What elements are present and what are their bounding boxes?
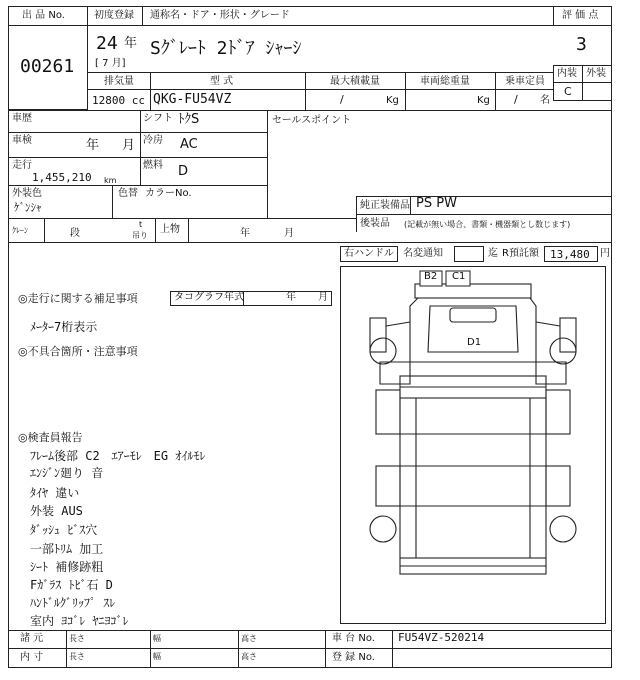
- ac-label: 冷房: [143, 135, 163, 146]
- inspector-line: 室内 ﾖｺﾞﾚ ﾔﾆﾖｺﾞﾚ: [30, 614, 129, 628]
- body-month-unit: 月: [284, 228, 294, 239]
- spec-mid-line: [87, 89, 554, 90]
- crane-div-1: [44, 218, 45, 242]
- damage-mark-b2: B2: [424, 271, 438, 282]
- length-label: 長さ: [69, 634, 85, 643]
- name-notice-label: 名変通知: [403, 248, 443, 259]
- crane-top: [8, 218, 356, 219]
- aftermarket-label: 後装品: [360, 218, 390, 229]
- inspector-title: ◎検査員報告: [18, 431, 83, 444]
- sales-point-label: セールスポイント: [272, 115, 352, 126]
- displacement-value: 12800 cc: [92, 94, 145, 107]
- spec-div-2: [305, 72, 306, 110]
- name-notice-box: [454, 246, 484, 262]
- lot-number: 00261: [20, 56, 75, 77]
- year-unit: 年: [124, 36, 138, 51]
- max-load-label: 最大積載量: [330, 76, 380, 87]
- options-left: [356, 196, 357, 232]
- crane-tsuri-label: 吊り: [132, 231, 148, 240]
- truck-chassis-diagram: [340, 266, 606, 624]
- grade-label: 評 価 点: [562, 10, 599, 21]
- crane-t-label: t: [139, 220, 143, 229]
- detail-row-1: [8, 132, 267, 133]
- int-ext-hdiv: [553, 82, 612, 83]
- model-label: 型 式: [210, 76, 234, 87]
- body-label: 上物: [160, 224, 180, 235]
- inspector-line: 外装 AUS: [30, 504, 83, 518]
- gross-weight-label: 車両総重量: [420, 76, 470, 87]
- registration-label: 登 録 No.: [332, 652, 375, 663]
- name-label: 通称名・ドア・形状・グレード: [150, 10, 290, 21]
- width-label: 幅: [153, 634, 161, 643]
- footer-div-5: [392, 630, 393, 668]
- displacement-label: 排気量: [104, 76, 134, 87]
- odometer-value: 13,480: [550, 248, 590, 261]
- ac-value: AC: [180, 137, 198, 152]
- options-mid: [356, 214, 612, 215]
- history-label: 車歴: [12, 113, 32, 124]
- first-reg-label: 初度登録: [94, 10, 134, 21]
- inspector-line: ﾀｲﾔ 違い: [30, 486, 80, 500]
- spec-bottom-line: [8, 110, 612, 111]
- crane-div-3: [188, 218, 189, 242]
- detail-row-2: [8, 157, 267, 158]
- capacity-label: 乗車定員: [505, 76, 545, 87]
- ext-color-value: ｹﾞﾝｼｬ: [14, 201, 42, 214]
- height-label-2: 高さ: [241, 652, 257, 661]
- detail-div-a: [140, 110, 141, 185]
- aftermarket-note: (記載が無い場合、書類・機器類とし数じます): [404, 220, 571, 229]
- inspector-line: ﾌﾚｰﾑ後部 C2 ｴｱｰﾓﾚ EG ｵｲﾙﾓﾚ: [30, 449, 206, 463]
- footer-top: [8, 630, 612, 631]
- footer-mid: [8, 648, 612, 649]
- rhd-label: 右ハンドル: [344, 248, 394, 259]
- crane-bottom: [8, 242, 612, 243]
- model-value: QKG-FU54VZ: [153, 92, 232, 107]
- length-label-2: 長さ: [69, 652, 85, 661]
- interior-value: C: [564, 85, 572, 98]
- crane-label: ｸﾚｰﾝ: [12, 226, 28, 235]
- width-label-2: 幅: [153, 652, 161, 661]
- dims-label: 諸 元: [20, 633, 44, 644]
- inspector-line: ｴﾝｼﾞﾝ廻り 音: [30, 466, 104, 480]
- damage-mark-d1: D1: [467, 337, 482, 348]
- mileage-label: 走行: [12, 160, 32, 171]
- spec-div-1: [150, 72, 151, 110]
- mileage-unit: km: [104, 176, 117, 185]
- int-ext-divider: [582, 65, 583, 101]
- crane-div-2: [155, 218, 156, 242]
- max-load-value: /: [340, 93, 344, 106]
- capacity-unit: 名: [540, 95, 550, 106]
- supplement-line: ﾒｰﾀｰ7桁表示: [30, 320, 98, 334]
- first-reg-year: 24: [96, 33, 118, 54]
- tachograph-month-unit: 月: [318, 292, 328, 303]
- damage-mark-c1: C1: [452, 271, 466, 282]
- height-label: 高さ: [241, 634, 257, 643]
- shaken-year-unit: 年: [86, 138, 100, 153]
- vehicle-name: Sｸﾞﾚｰﾄ 2ﾄﾞｱ ｼｬｰｼ: [150, 38, 302, 59]
- footer-div-4: [325, 630, 326, 668]
- meter-exchange-label: 迄: [488, 248, 498, 259]
- inspector-line: ｼｰﾄ 補修跡粗: [30, 560, 104, 574]
- factory-option-value: PS PW: [416, 196, 457, 211]
- detail-div-b: [267, 110, 268, 218]
- spec-top-line: [87, 72, 554, 73]
- inspector-line: ﾀﾞｯｼｭ ﾋﾞｽ穴: [30, 523, 98, 537]
- fuel-value: D: [178, 164, 189, 179]
- interior-dims-label: 内 寸: [20, 652, 44, 663]
- tachograph-year-unit: 年: [286, 292, 296, 303]
- footer-div-3: [238, 630, 239, 668]
- body-year-unit: 年: [240, 228, 250, 239]
- options-div: [410, 196, 411, 214]
- gross-weight-unit: Kg: [477, 95, 490, 106]
- footer-div-2: [150, 630, 151, 668]
- defect-title: ◎不具合箇所・注意事項: [18, 345, 138, 358]
- spec-div-4: [495, 72, 496, 110]
- detail-row-3: [8, 185, 267, 186]
- exterior-label: 外装: [586, 68, 606, 79]
- crane-dan-label: 段: [70, 228, 80, 239]
- footer-div-1: [66, 630, 67, 668]
- shaken-month-unit: 月: [122, 138, 136, 153]
- ext-color-label: 外装色: [12, 188, 42, 199]
- chassis-label: 車 台 No.: [332, 633, 375, 644]
- factory-option-label: 純正装備品: [360, 200, 410, 211]
- supplement-title: ◎走行に関する補足事項: [18, 292, 138, 305]
- max-load-unit: Kg: [386, 95, 399, 106]
- spec-div-3: [405, 72, 406, 110]
- options-top: [356, 196, 612, 197]
- grade-value: 3: [576, 34, 587, 55]
- first-reg-month: [ 7 月]: [95, 58, 126, 69]
- tachograph-label: タコグラフ年式: [174, 292, 244, 303]
- lot-label: 出 品 No.: [22, 10, 65, 21]
- chassis-value: FU54VZ-520214: [398, 631, 485, 644]
- detail-div-c: [112, 185, 113, 218]
- inspector-line: ﾊﾝﾄﾞﾙｸﾞﾘｯﾌﾟ ｽﾚ: [30, 596, 116, 610]
- inspector-line: Fｶﾞﾗｽ ﾄﾋﾞ石 D: [30, 578, 113, 592]
- color-no-label: カラーNo.: [145, 188, 192, 199]
- mileage-value: 1,455,210: [32, 171, 92, 184]
- inspector-line: 一部ﾄﾘﾑ 加工: [30, 542, 104, 556]
- fuel-label: 燃料: [143, 160, 163, 171]
- odometer-label: R預託額: [502, 248, 539, 259]
- shift-value: ﾄｸS: [178, 112, 200, 127]
- color-change-label: 色替: [118, 188, 138, 199]
- shaken-label: 車検: [12, 135, 32, 146]
- capacity-value: /: [514, 93, 518, 106]
- interior-label: 内装: [557, 68, 577, 79]
- shift-label: シフト: [143, 113, 173, 124]
- yen-label: 円: [600, 248, 610, 259]
